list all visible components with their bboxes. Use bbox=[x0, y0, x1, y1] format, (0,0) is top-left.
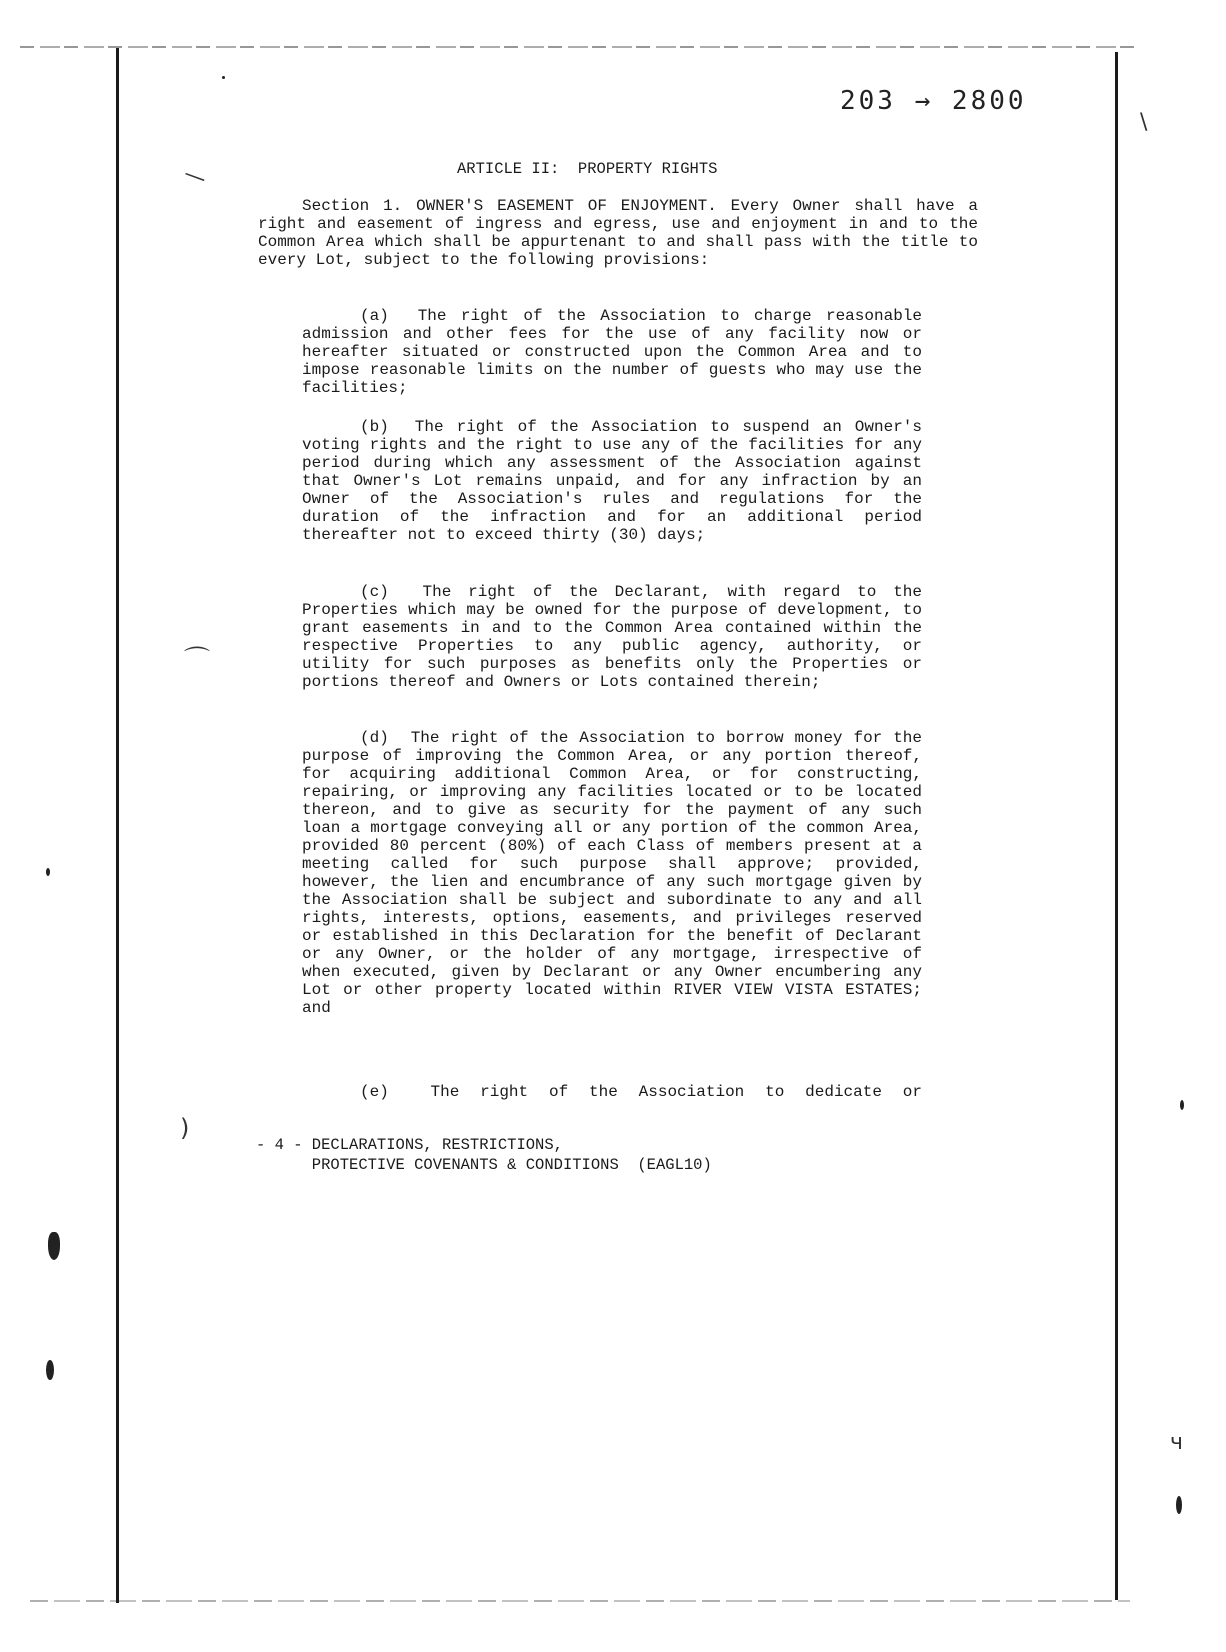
provision-label: (a) bbox=[360, 307, 389, 325]
scan-speck bbox=[1176, 1496, 1182, 1514]
provision-e bbox=[302, 1083, 922, 1101]
scan-border-right bbox=[1115, 52, 1118, 1600]
provision-label: (d) bbox=[360, 729, 389, 747]
footer-line-2: PROTECTIVE COVENANTS & CONDITIONS (EAGL10) bbox=[256, 1156, 712, 1174]
scan-border-top bbox=[20, 46, 1140, 48]
scan-speck bbox=[46, 1360, 54, 1380]
scan-mark: ⌒ bbox=[184, 646, 211, 676]
provision-c bbox=[302, 583, 922, 691]
provision-d bbox=[302, 729, 922, 1017]
article-title: ARTICLE II: PROPERTY RIGHTS bbox=[457, 160, 718, 178]
provision-a bbox=[302, 307, 922, 397]
provision-text: The right of the Association to borrow money for the purpose of improving the Common Area, or any portion thereof, for acquiring additional Common Area, or for constructing, repairing, or improving any facilities located or to be located thereon, and to give as security for the payment of any such loan a mortgage conveying all or any portion of the common Area, provided 80 percent (80%) of each Class of members present at a meeting called for such purpose shall approve; provided, however, the lien and encumbrance of any such mortgage given by the Association shall be subject and subordinate to any and all rights, interests, options, easements, and privileges reserved or established in this Declaration for the benefit of Declarant or any Owner, or the holder of any mortgage, irrespective of when executed, given by Declarant or any Owner encumbering any Lot or other property located within RIVER VIEW VISTA ESTATES; and bbox=[302, 729, 923, 1017]
page-footer bbox=[256, 1135, 712, 1175]
provision-label: (b) bbox=[360, 418, 389, 436]
scan-mark: — bbox=[180, 160, 210, 193]
scan-mark: \ bbox=[1140, 110, 1148, 135]
provision-text: The right of the Association to charge reasonable admission and other fees for the use of any facility now or hereafter situated or constructed upon the Common Area and to impose reasonable limits on the number of guests who may use the facilities; bbox=[302, 307, 922, 397]
section-1-text: Every Owner shall have a right and easement of ingress and egress, use and enjoyment in and to the Common Area which shall be appurtenant to and shall pass with the title to every Lot, subject to the following provisions: bbox=[258, 197, 979, 269]
provision-text: The right of the Declarant, with regard to the Properties which may be owned for the purpose of development, to grant easements in and to the Common Area contained within the respective Properties to any public agency, authority, or utility for such purposes as benefits only the Properties or portions thereof and Owners or Lots contained therein; bbox=[302, 583, 923, 691]
section-1 bbox=[258, 197, 978, 269]
scan-speck bbox=[48, 1232, 60, 1260]
scan-mark: ч bbox=[1170, 1430, 1183, 1455]
page-number: 203 → 2800 bbox=[840, 86, 1027, 116]
scan-border-bottom bbox=[30, 1600, 1130, 1602]
provision-label: (c) bbox=[360, 583, 389, 601]
scan-speck bbox=[46, 868, 50, 876]
section-1-heading: Section 1. OWNER'S EASEMENT OF ENJOYMENT. bbox=[302, 197, 717, 215]
footer-line-1: - 4 - DECLARATIONS, RESTRICTIONS, bbox=[256, 1136, 563, 1154]
scan-speck bbox=[222, 76, 225, 79]
provision-label: (e) bbox=[360, 1083, 389, 1101]
scan-border-left bbox=[116, 48, 119, 1603]
provision-b bbox=[302, 418, 922, 544]
scan-mark: ) bbox=[180, 1114, 190, 1142]
provision-text: The right of the Association to suspend an Owner's voting rights and the right to use any of the facilities for any period during which any assessment of the Association against that Owner's Lot remains unpaid, and for any infraction by an Owner of the Association's rules and regulations for the duration of the infraction and for an additional period thereafter not to exceed thirty (30) days; bbox=[302, 418, 922, 544]
scan-speck bbox=[1180, 1100, 1184, 1110]
provision-text: The right of the Association to dedicate or bbox=[430, 1083, 922, 1101]
